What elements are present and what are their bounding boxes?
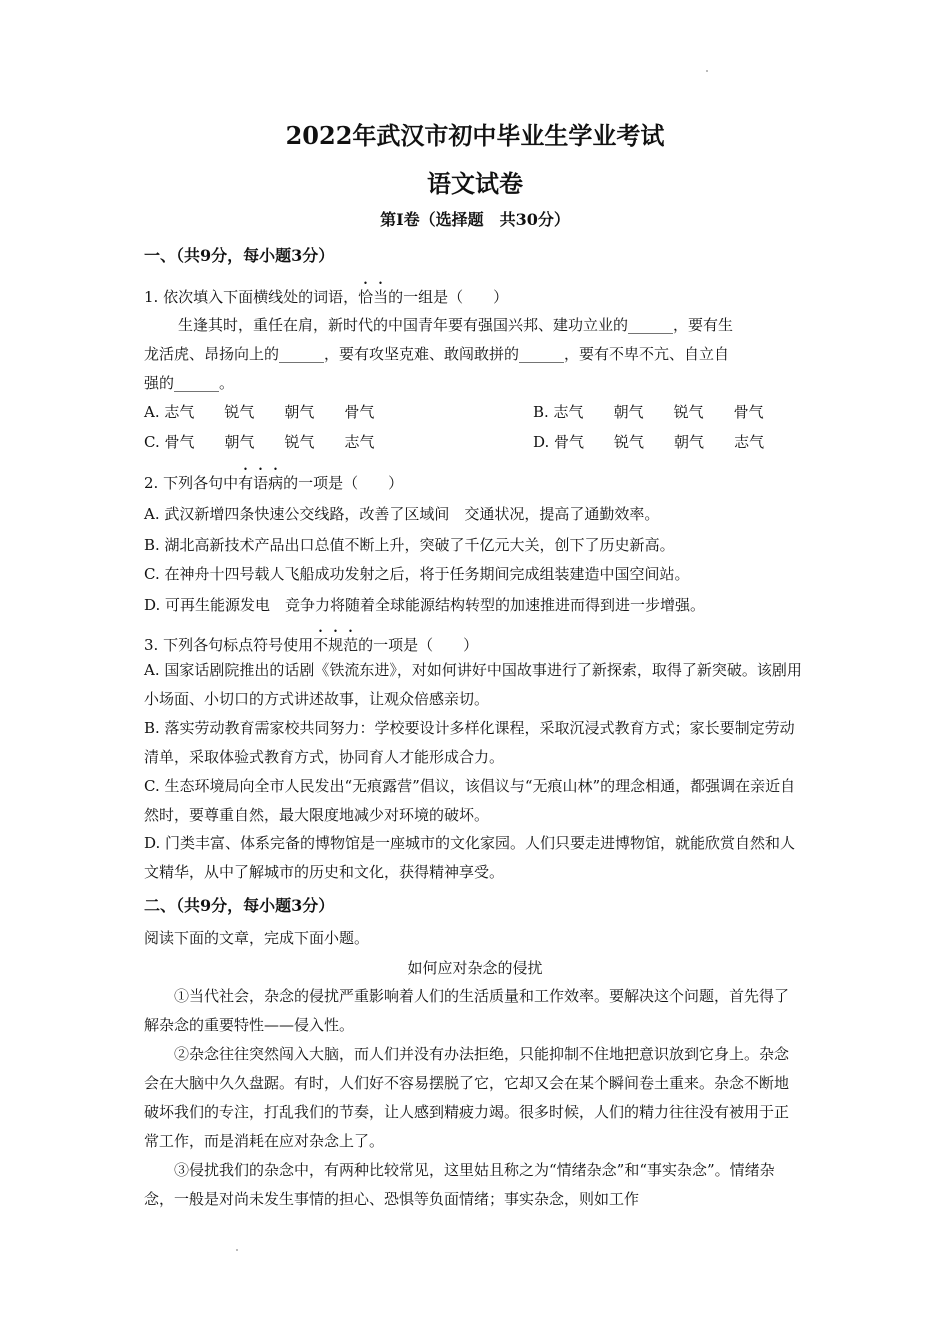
q3-stem bbox=[144, 627, 478, 655]
q1-option-d: D. 骨气 锐气 朝气 志气 bbox=[533, 433, 765, 451]
q3-stem-pre: 3. 下列各句标点符号使用 bbox=[144, 636, 314, 654]
exam-subtitle: 语文试卷 bbox=[427, 169, 523, 198]
section-one-heading: 一、（共9分，每小题3分） bbox=[144, 246, 335, 265]
q3-option-b: B. 落实劳动教育需家校共同努力：学校要设计多样化课程，采取沉浸式教育方式；家长要制定劳动清单，采取体验式教育方式，协同育人才能形成合力。 bbox=[144, 719, 795, 766]
q2-option-c: C. 在神舟十四号载人飞船成功发射之后，将于任务期间完成组装建造中国空间站。 bbox=[144, 565, 690, 583]
q3-option-a: A. 国家话剧院推出的话剧《铁流东进》，对如何讲好中国故事进行了新探索，取得了新突破。该剧用小场面、小切口的方式讲述故事，让观众倍感亲切。 bbox=[144, 661, 802, 708]
article-paragraph-2: ②杂念往往突然闯入大脑，而人们并没有办法拒绝，只能抑制不住地把意识放到它身上。杂念会在大脑中久久盘踞。有时，人们好不容易摆脱了它，它却又会在某个瞬间卷土重来。杂念不断地破坏我们的专注，打乱我们的节奏，让人感到精疲力竭。很多时候，人们的精力往往没有被用于正常工作，而是消耗在应对杂念上了。 bbox=[144, 1045, 790, 1150]
q3-option-c: C. 生态环境局向全市人民发出“无痕露营”倡议，该倡议与“无痕山林”的理念相通，都强调在亲近自然时，要尊重自然，最大限度地减少对环境的破坏。 bbox=[144, 777, 796, 824]
q2-stem-pre: 2. 下列各句中 bbox=[144, 474, 239, 492]
q3-stem-emphasis: 不规范 bbox=[313, 636, 359, 654]
part-title: 第Ⅰ卷（选择题 共30分） bbox=[380, 210, 570, 229]
q1-stem-emphasis: 恰当 bbox=[358, 288, 389, 306]
q2-stem-emphasis: 有语病 bbox=[238, 474, 284, 492]
q1-stem-post: 的一组是（ ） bbox=[388, 288, 509, 306]
q1-passage-line-2: 龙活虎、昂扬向上的______，要有攻坚克难、敢闯敢拼的______，要有不卑不亢、自立自 bbox=[144, 345, 730, 363]
q1-stem-pre: 1. 依次填入下面横线处的词语， bbox=[144, 288, 359, 306]
q1-option-a: A. 志气 锐气 朝气 骨气 bbox=[144, 403, 375, 421]
q3-option-d: D. 门类丰富、体系完备的博物馆是一座城市的文化家园。人们只要走进博物馆，就能欣赏自然和人文精华，从中了解城市的历史和文化，获得精神享受。 bbox=[144, 834, 796, 881]
q2-stem-post: 的一项是（ ） bbox=[283, 474, 404, 492]
scan-mark-bottom bbox=[236, 1249, 238, 1251]
article-title: 如何应对杂念的侵扰 bbox=[407, 959, 543, 977]
scan-mark bbox=[706, 70, 708, 72]
section-two-heading: 二、（共9分，每小题3分） bbox=[144, 896, 335, 915]
q1-option-b: B. 志气 朝气 锐气 骨气 bbox=[533, 403, 764, 421]
article-paragraph-3: ③侵扰我们的杂念中，有两种比较常见，这里姑且称之为“情绪杂念”和“事实杂念”。情绪杂念，一般是对尚未发生事情的担心、恐惧等负面情绪；事实杂念，则如工作 bbox=[144, 1161, 775, 1208]
q1-option-c: C. 骨气 朝气 锐气 志气 bbox=[144, 433, 375, 451]
q1-passage-line-3: 强的______。 bbox=[144, 374, 235, 392]
exam-title: 2022年武汉市初中毕业生学业考试 bbox=[285, 121, 665, 150]
reading-intro: 阅读下面的文章，完成下面小题。 bbox=[144, 929, 370, 947]
q2-stem bbox=[144, 465, 403, 493]
q1-stem bbox=[144, 279, 508, 307]
q1-passage-line-1: 生逢其时，重任在肩，新时代的中国青年要有强国兴邦、建功立业的______，要有生 bbox=[178, 316, 734, 334]
q3-stem-post: 的一项是（ ） bbox=[358, 636, 479, 654]
q2-option-a: A. 武汉新增四条快速公交线路，改善了区域间 交通状况，提高了通勤效率。 bbox=[144, 505, 660, 523]
article-paragraph-1: ①当代社会，杂念的侵扰严重影响着人们的生活质量和工作效率。要解决这个问题，首先得了解杂念的重要特性——侵入性。 bbox=[144, 987, 790, 1034]
q2-option-b: B. 湖北高新技术产品出口总值不断上升，突破了千亿元大关，创下了历史新高。 bbox=[144, 536, 675, 554]
q2-option-d: D. 可再生能源发电 竞争力将随着全球能源结构转型的加速推进而得到进一步增强。 bbox=[144, 596, 706, 614]
